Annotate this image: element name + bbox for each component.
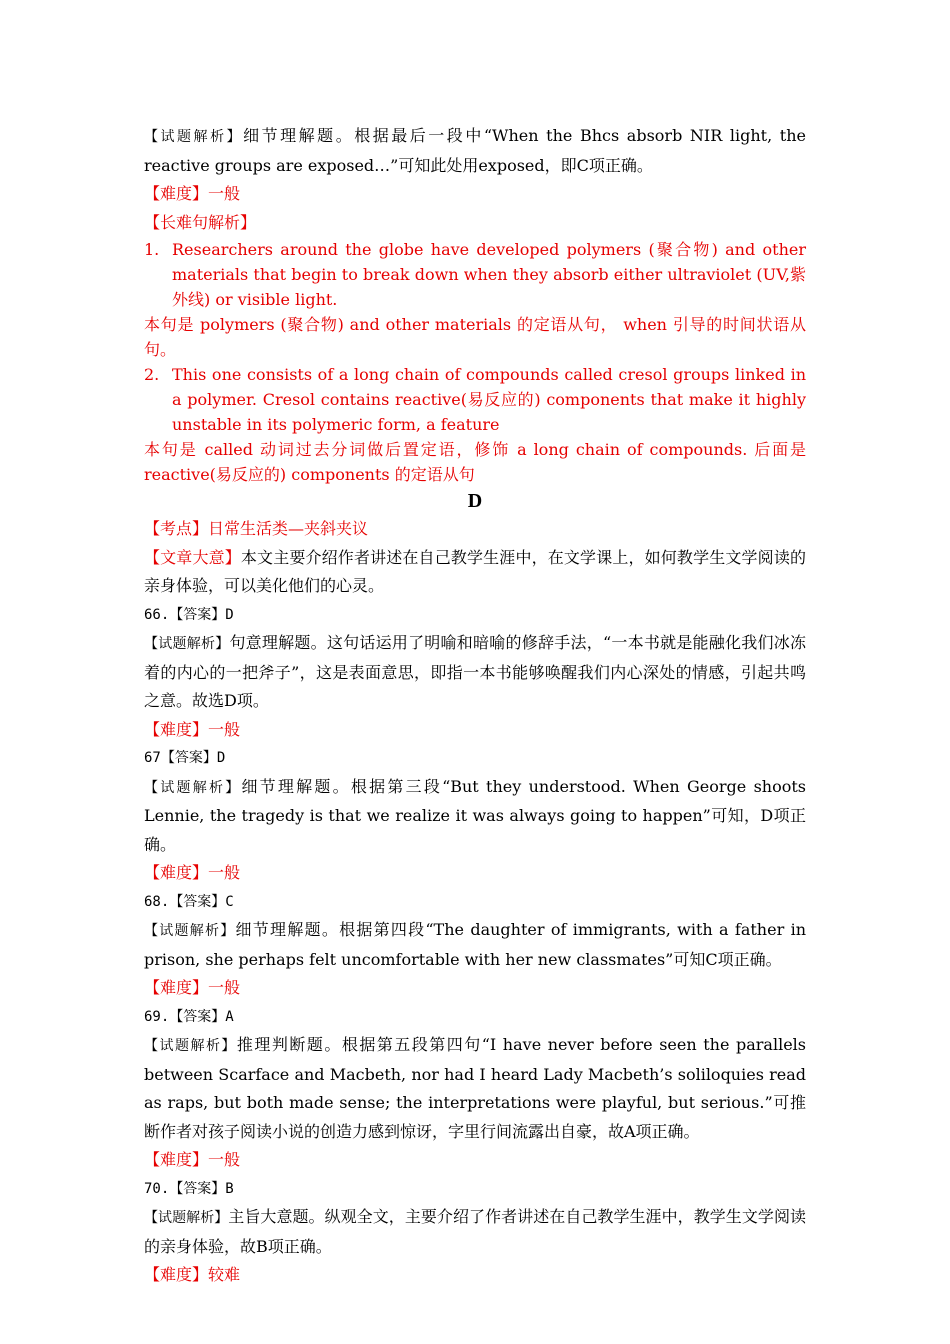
difficulty-value: 一般 (208, 184, 241, 203)
difficulty-value: 较难 (208, 1265, 241, 1284)
summary-label: 【文章大意】 (144, 547, 241, 567)
difficulty-label: 【难度】 (144, 978, 209, 997)
sentence-text: Researchers around the globe have developed polymers (聚合物) and other materials that begin to break down when they absorb either ultraviolet (UV,紫外线) or visible light. (172, 240, 806, 309)
section-heading: D (467, 490, 483, 512)
analysis-label: 【试题解析】 (144, 636, 230, 652)
answer-line: 70.【答案】B (144, 1180, 234, 1197)
analysis-text: 主旨大意题。纵观全文，主要介绍了作者讲述在自己教学生涯中，教学生文学阅读的亲身体验，故B项正确。 (144, 1207, 806, 1256)
analysis-paragraph (144, 122, 806, 180)
sentence-item (144, 237, 806, 312)
answer-line: 69.【答案】A (144, 1008, 234, 1025)
sentence-text: This one consists of a long chain of compounds called cresol groups linked in a polymer. Cresol contains reactive(易反应的) components that make it highly unstable in its polymeric form, a feature (172, 365, 806, 434)
topic-label: 【考点】 (144, 519, 209, 538)
difficulty-value: 一般 (208, 1150, 241, 1169)
analysis-text: 句意理解题。这句话运用了明喻和暗喻的修辞手法，“一本书就是能融化我们冰冻着的内心的一把斧子”，这是表面意思，即指一本书能够唤醒我们内心深处的情感，引起共鸣之意。故选D项。 (144, 633, 806, 710)
document-content (144, 122, 806, 1290)
long-sentence-label: 【长难句解析】 (144, 212, 257, 232)
difficulty-value: 一般 (208, 863, 241, 882)
difficulty-line (144, 974, 806, 1003)
difficulty-label: 【难度】 (144, 184, 209, 203)
analysis-paragraph (144, 1203, 806, 1261)
topic-value: 日常生活类—夹斜夹议 (208, 519, 369, 538)
summary-paragraph (144, 544, 806, 601)
difficulty-line (144, 716, 806, 745)
topic-line (144, 515, 806, 544)
analysis-text: 细节理解题。根据第三段“But they understood. When George shoots Lennie, the tragedy is that we realize it was always going to happen”可知，D项正确。 (144, 776, 806, 854)
analysis-label: 【试题解析】 (144, 779, 242, 796)
analysis-paragraph (144, 1031, 806, 1146)
difficulty-label: 【难度】 (144, 719, 209, 739)
analysis-label: 【试题解析】 (144, 923, 236, 939)
answer-line: 68.【答案】C (144, 893, 234, 910)
analysis-label: 【试题解析】 (144, 1038, 237, 1054)
difficulty-label: 【难度】 (144, 1150, 209, 1169)
sentence-item (144, 362, 806, 437)
difficulty-label: 【难度】 (144, 1265, 209, 1284)
difficulty-value: 一般 (208, 978, 241, 997)
difficulty-label: 【难度】 (144, 863, 209, 882)
analysis-label: 【试题解析】 (144, 129, 244, 145)
difficulty-line (144, 1146, 806, 1175)
analysis-paragraph (144, 916, 806, 974)
difficulty-line (144, 1261, 806, 1290)
analysis-paragraph (144, 629, 806, 716)
analysis-text: 细节理解题。根据最后一段中“When the Bhcs absorb NIR light, the reactive groups are exposed…”可知此处用exposed，即C项正确。 (144, 126, 806, 175)
answer-line: 67【答案】D (144, 750, 226, 766)
analysis-text: 细节理解题。根据第四段“The daughter of immigrants, with a father in prison, she perhaps felt uncomfortable with her new classmates”可知C项正确。 (144, 920, 806, 969)
analysis-text: 推理判断题。根据第五段第四句“I have never before seen the parallels between Scarface and Macbeth, nor had I heard Lady Macbeth’s soliloquies read as raps, but both made sense; the interpretations were playful, but serious.”可推断作者对孩子阅读小说的创造力感到惊讶，字里行间流露出自豪，故A项正确。 (144, 1035, 806, 1141)
analysis-paragraph (144, 773, 806, 860)
summary-text: 本文主要介绍作者讲述在自己教学生涯中，在文学课上，如何教学生文学阅读的亲身体验，可以美化他们的心灵。 (144, 547, 806, 595)
difficulty-value: 一般 (208, 719, 241, 739)
sentence-explain: 本句是 called 动词过去分词做后置定语，修饰 a long chain of compounds. 后面是 reactive(易反应的) components 的定语从句 (144, 440, 806, 484)
sentence-number: 1. (144, 240, 160, 259)
difficulty-line (144, 180, 806, 209)
sentence-number: 2. (144, 365, 160, 384)
analysis-label: 【试题解析】 (144, 1210, 229, 1226)
difficulty-line (144, 859, 806, 888)
sentence-explain: 本句是 polymers (聚合物) and other materials 的定语从句， when 引导的时间状语从句。 (144, 315, 806, 359)
answer-line: 66.【答案】D (144, 606, 234, 623)
